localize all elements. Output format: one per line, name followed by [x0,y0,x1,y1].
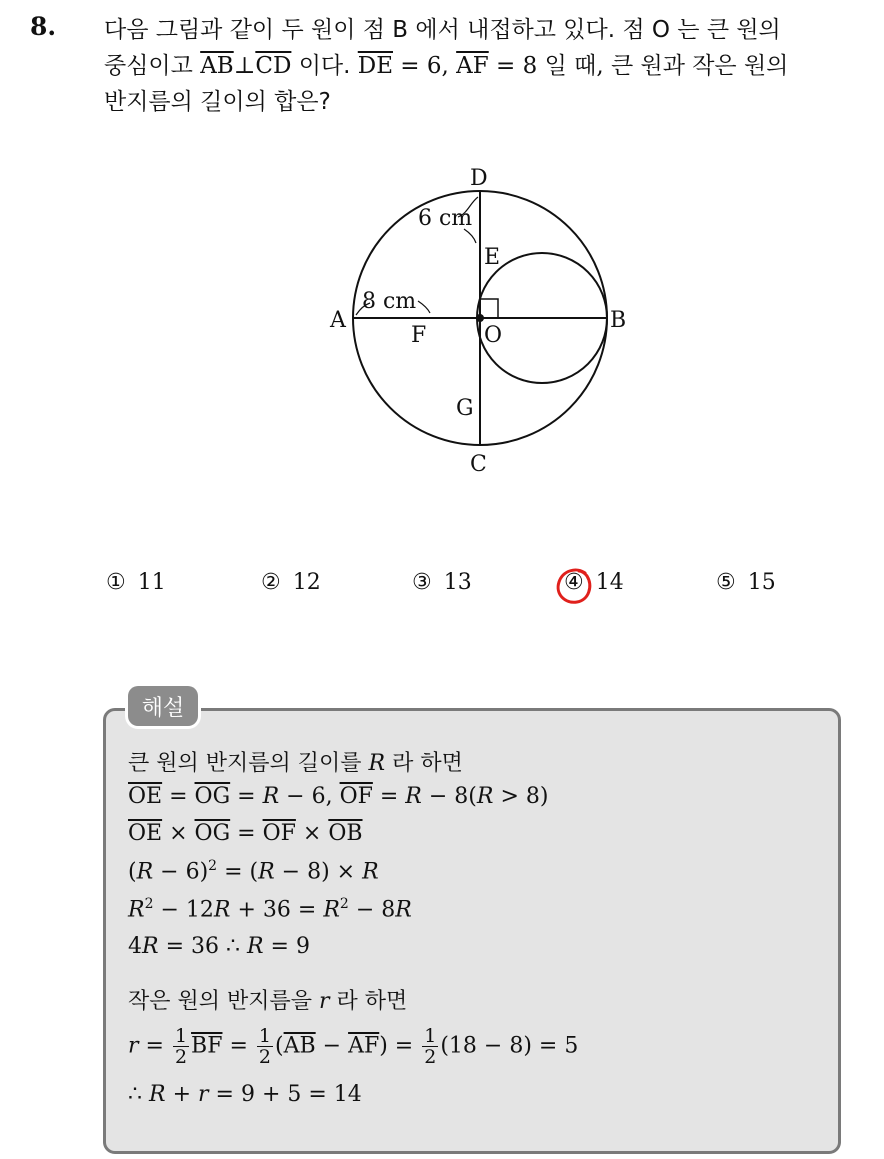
label-o: O [484,323,503,348]
choice-3-mark: ③ [412,570,432,595]
label-f: F [411,323,427,348]
label-c: C [470,452,487,477]
label-af-length: 8 cm [362,289,417,314]
segment-de: $\overline{DE}$ [357,53,393,79]
question-number: 8. [30,12,57,41]
segment-cd: $\overline{CD}$ [255,53,292,79]
solution-line-6: 4R = 36 ∴ R = 9 [128,934,310,959]
choice-2-value: 12 [292,570,321,595]
question-line-1: 다음 그림과 같이 두 원이 점 B 에서 내접하고 있다. 점 O 는 큰 원의 [104,17,781,43]
solution-line-7b: 라 하면 [329,989,408,1014]
solution-line-7 [128,984,407,1015]
question-line-3: 반지름의 길이의 합은? [104,89,331,115]
label-de-length: 6 cm [418,206,473,231]
geometry-figure [300,155,660,485]
solution-line-3: $\overline{OE} \times \overline{OG} = \overline{OF} \times \overline{OB}$ [128,821,363,846]
choice-2-mark: ② [261,570,281,595]
choice-2[interactable] [261,570,321,595]
label-d: D [470,166,488,191]
choice-1-mark: ① [106,570,126,595]
label-b: B [610,308,627,333]
question-line-2b: 이다. [291,53,358,79]
solution-line-4: $(R - 6)^2 = (R - 8) \times R$ [128,858,379,885]
selected-answer-circle [555,566,595,606]
solution-line-5: $R^2 - 12R + 36 = R^2 - 8R$ [128,896,412,923]
solution-line-8: r = $\frac{1}{2}$ $\overline{BF}$ = $\frac{1}{2}$ $(\overline{AB} - \overline{AF})$ = $\frac{1}{2}$ (18 − 8) = 5 [128,1025,579,1068]
label-a: A [330,308,346,333]
segment-ab: $\overline{AB}$ [200,53,234,79]
segment-af: $\overline{AF}$ [456,53,489,79]
solution-line-1-r: R [368,751,386,776]
question-line-2d: = 8 일 때, 큰 원과 작은 원의 [488,53,789,79]
perp-symbol: ⊥ [233,53,256,79]
choice-4-mark: ④ [564,570,584,595]
choice-4-value: 14 [595,570,624,595]
choice-3[interactable] [412,570,472,595]
solution-line-2: $\overline{OE} = \overline{OG} = R - 6$, $\overline{OF} = R - 8(R > 8)$ [128,784,549,809]
solution-tag: 해설 [128,686,198,726]
question-line-2c: = 6, [393,53,457,79]
question-line-2 [104,48,864,84]
choice-5-mark: ⑤ [716,570,736,595]
question-line-2a: 중심이고 [104,53,201,79]
label-g: G [456,396,474,421]
solution-line-1b: 라 하면 [385,751,463,776]
solution-line-9: ∴ R + r = 9 + 5 = 14 [128,1082,362,1107]
question-text [104,12,864,120]
choice-1-value: 11 [137,570,166,595]
choice-3-value: 13 [443,570,472,595]
solution-line-7-r: r [319,989,330,1014]
solution-line-7a: 작은 원의 반지름을 [128,989,319,1014]
answer-choices [106,570,826,610]
solution-line-1 [128,746,463,777]
solution-line-1a: 큰 원의 반지름의 길이를 [128,751,369,776]
choice-1[interactable] [106,570,166,595]
choice-5[interactable] [716,570,776,595]
center-point-o [476,314,484,322]
label-e: E [484,245,501,270]
choice-5-value: 15 [747,570,776,595]
